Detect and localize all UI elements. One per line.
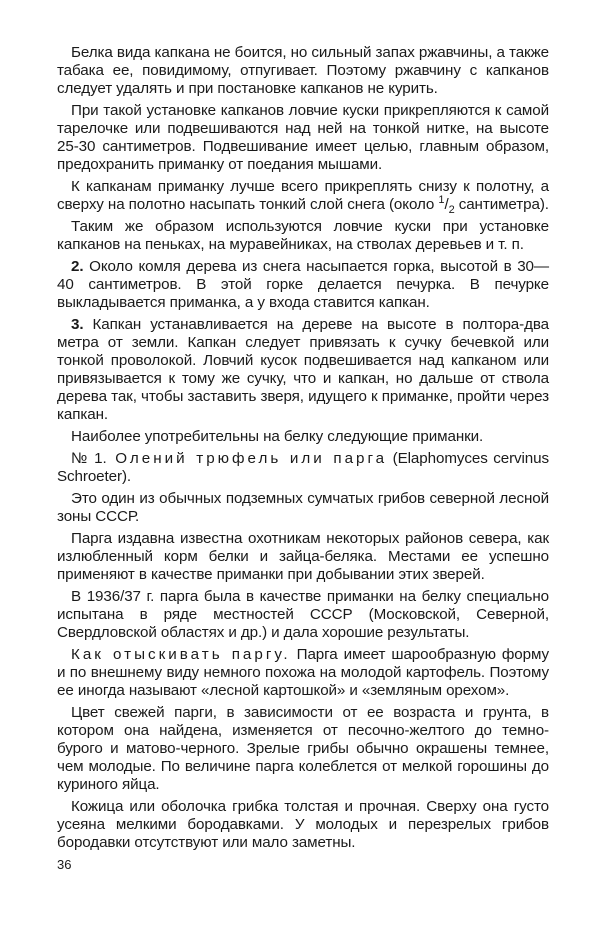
paragraph-5 (57, 258, 549, 312)
paragraph-text: (Elaphomyces cervinus Schroeter). (57, 450, 549, 485)
paragraph-text: Наиболее употребительны на белку следующие приманки. (71, 428, 484, 445)
paragraph-9 (57, 490, 549, 526)
paragraph-text: Таким же образом используются ловчие куски при установке капканов на пеньках, на муравейниках, на стволах деревьев и т. п. (57, 218, 549, 253)
paragraph-text: Цвет свежей парги, в зависимости от ее возраста и грунта, в котором она найдена, изменяется от песочно-желтого до темно-бурого и матово-черного. Зрелые грибы обычно окрашены темнее, чем молодые. По величине парга колеблется от мелкой горошины до куриного яйца. (57, 704, 549, 793)
paragraph-2 (57, 102, 549, 174)
paragraph-7 (57, 428, 549, 446)
paragraph-3 (57, 178, 549, 217)
paragraph-text: К капканам приманку лучше всего прикреплять снизу к полотну, а сверху на полотно насыпать тонкий слой снега (около (57, 178, 549, 213)
paragraph-text: Белка вида капкана не боится, но сильный запах ржавчины, а также табака ее, повидимому, отпугивает. Поэтому ржавчину с капканов следует удалять и при постановке капканов не курить. (57, 44, 549, 97)
paragraph-text: Около комля дерева из снега насыпается горка, высотой в 30—40 сантиметров. В этой горке делается печурка. В печурке выкладывается приманка, а у входа ставится капкан. (57, 258, 549, 311)
fraction-denominator: 2 (448, 204, 455, 217)
paragraph-text: Капкан устанавливается на дереве на высоте в полтора-два метра от земли. Капкан следует привязать к сучку бечевкой или тонкой проволокой. Ловчий кусок подвешивается над капканом или привязывается к тому же сучку, что и капкан, но дальше от ствола дерева так, чтобы заставить зверя, идущего к приманке, пройти через капкан. (57, 316, 549, 423)
item-number: 3. (71, 316, 84, 333)
paragraph-13 (57, 704, 549, 794)
paragraph-text: сантиметра). (454, 196, 549, 213)
paragraph-text: При такой установке капканов ловчие куски прикрепляются к самой тарелочке или подвешиваются над ней на тонкой нитке, на высоте 25-30 сантиметров. Подвешивание имеет целью, главным образом, предохранить приманку от поедания мышами. (57, 102, 549, 173)
paragraph-6 (57, 316, 549, 424)
paragraph-12 (57, 646, 549, 700)
fraction-slash: / (444, 196, 449, 213)
section-heading: Как отыскивать паргу. (71, 646, 291, 663)
paragraph-10 (57, 530, 549, 584)
paragraph-text: Парга имеет шарообразную форму и по внешнему виду немного похожа на молодой картофель. Поэтому ее иногда называют «лесной картошкой» и «земляным орехом». (57, 646, 549, 699)
item-number: 2. (71, 258, 84, 275)
paragraph-4 (57, 218, 549, 254)
paragraph-text: В 1936/37 г. парга была в качестве приманки на белку специально испытана в ряде местностей СССР (Московской, Северной, Свердловской областях и др.) и дала хорошие результаты. (57, 588, 549, 641)
body-text (57, 44, 549, 856)
page-number: 36 (57, 857, 72, 872)
section-heading: Олений трюфель или парга (106, 450, 388, 467)
paragraph-8 (57, 450, 549, 486)
fraction-numerator: 1 (438, 193, 445, 206)
paragraph-text: Парга издавна известна охотникам некоторых районов севера, как излюбленный корм белки и зайца-беляка. Местами ее успешно применяют в качестве приманки при добывании этих зверей. (57, 530, 549, 583)
paragraph-1 (57, 44, 549, 98)
paragraph-text: Это один из обычных подземных сумчатых грибов северной лесной зоны СССР. (57, 490, 549, 525)
paragraph-14 (57, 798, 549, 852)
item-number: № 1. (71, 450, 107, 467)
paragraph-11 (57, 588, 549, 642)
paragraph-text: Кожица или оболочка грибка толстая и прочная. Сверху она густо усеяна мелкими бородавками. У молодых и перезрелых грибов бородавки отсутствуют или мало заметны. (57, 798, 549, 851)
